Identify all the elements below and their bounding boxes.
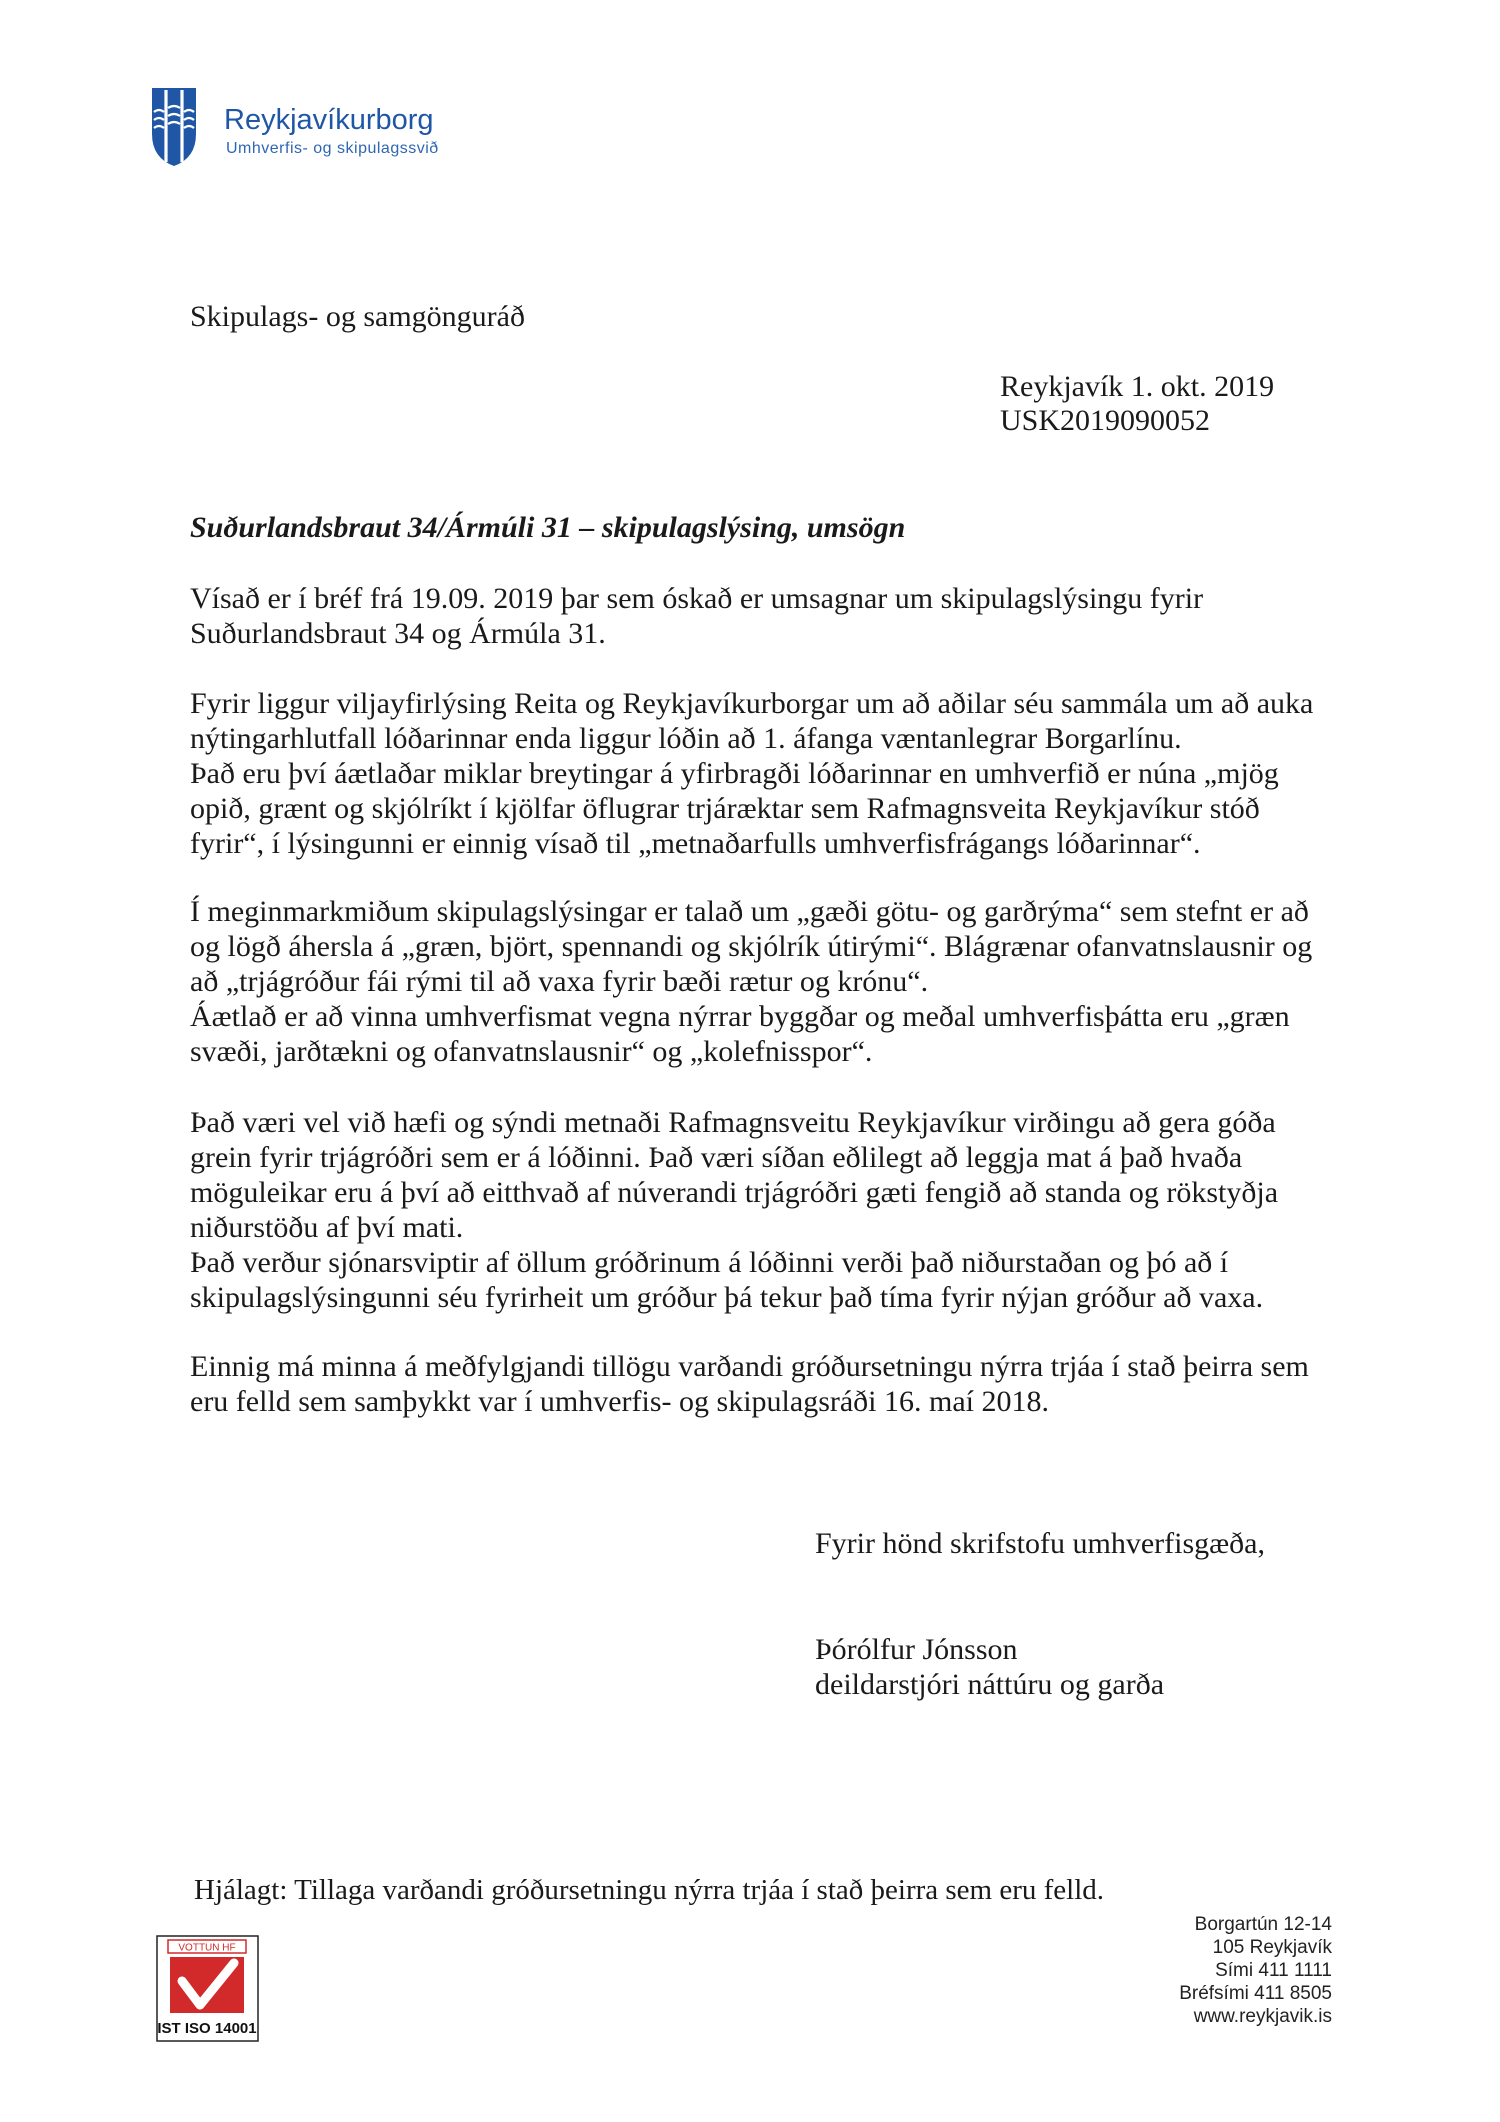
body-paragraph-2	[190, 686, 1313, 861]
paragraph-line: fyrir“, í lýsingunni er einnig vísað til „metnaðarfulls umhverfisfrágangs lóðarinnar“.	[190, 827, 1201, 860]
body-paragraph-1	[190, 581, 1203, 651]
paragraph-line: Suðurlandsbraut 34 og Ármúla 31.	[190, 617, 606, 650]
paragraph-line: nýtingarhlutfall lóðarinnar enda liggur lóðin að 1. áfanga væntanlegrar Borgarlínu.	[190, 722, 1182, 755]
badge-top-label: VOTTUN HF	[178, 1942, 236, 1954]
body-paragraph-4	[190, 1105, 1278, 1315]
address-phone: Sími 411 1111	[1215, 1960, 1332, 1981]
paragraph-line: Einnig má minna á meðfylgjandi tillögu varðandi gróðursetningu nýrra trjáa í stað þeirra sem	[190, 1350, 1309, 1383]
paragraph-line: Fyrir liggur viljayfirlýsing Reita og Reykjavíkurborgar um að aðilar séu sammála um að auka	[190, 687, 1314, 720]
date-line: Reykjavík 1. okt. 2019	[1000, 370, 1275, 403]
paragraph-line: Það eru því áætlaðar miklar breytingar á yfirbragði lóðarinnar en umhverfið er núna „mjög	[190, 757, 1279, 790]
recipient: Skipulags- og samgönguráð	[190, 300, 525, 333]
paragraph-line: svæði, jarðtækni og ofanvatnslausnir“ og „kolefnisspor“.	[190, 1035, 873, 1068]
paragraph-line: grein fyrir trjágróðri sem er á lóðinni. Það væri síðan eðlilegt að leggja mat á það hvaða	[190, 1141, 1243, 1174]
paragraph-line: Áætlað er að vinna umhverfismat vegna nýrrar byggðar og meðal umhverfisþátta eru „græn	[190, 1000, 1290, 1033]
closing-line: Fyrir hönd skrifstofu umhverfisgæða,	[815, 1527, 1265, 1560]
department-name: Umhverfis- og skipulagssvið	[226, 140, 439, 157]
signer-title: deildarstjóri náttúru og garða	[815, 1668, 1165, 1701]
paragraph-line: möguleikar eru á því að eitthvað af núverandi trjágróðri gæti fengið að standa og rökstyðja	[190, 1176, 1279, 1209]
organization-name: Reykjavíkurborg	[224, 104, 434, 136]
subject-heading: Suðurlandsbraut 34/Ármúli 31 – skipulagslýsing, umsögn	[190, 511, 906, 544]
paragraph-line: eru felld sem samþykkt var í umhverfis- og skipulagsráði 16. maí 2018.	[190, 1385, 1049, 1418]
address-block	[1179, 1913, 1332, 2028]
body-paragraph-3	[190, 894, 1312, 1069]
paragraph-line: Vísað er í bréf frá 19.09. 2019 þar sem óskað er umsagnar um skipulagslýsingu fyrir	[190, 582, 1204, 615]
paragraph-line: Í meginmarkmiðum skipulagslýsingar er talað um „gæði götu- og garðrýma“ sem stefnt er að	[190, 895, 1309, 928]
badge-bottom-label: IST ISO 14001	[157, 2020, 257, 2037]
iso-14001-certification-badge	[156, 1935, 259, 2042]
paragraph-line: Það væri vel við hæfi og sýndi metnaði Rafmagnsveitu Reykjavíkur virðingu að gera góða	[190, 1106, 1276, 1139]
paragraph-line: skipulagslýsingunni séu fyrirheit um gróður þá tekur það tíma fyrir nýjan gróður að vaxa.	[190, 1281, 1264, 1314]
address-website: www.reykjavik.is	[1193, 2006, 1332, 2027]
address-fax: Bréfsími 411 8505	[1179, 1983, 1332, 2004]
paragraph-line: niðurstöðu af því mati.	[190, 1211, 464, 1244]
reference-number: USK2019090052	[1000, 404, 1211, 437]
address-city: 105 Reykjavík	[1212, 1937, 1332, 1958]
attachment-note: Hjálagt: Tillaga varðandi gróðursetningu nýrra trjáa í stað þeirra sem eru felld.	[194, 1874, 1105, 1906]
body-paragraph-5	[190, 1349, 1309, 1419]
address-street: Borgartún 12-14	[1194, 1914, 1332, 1935]
paragraph-line: Það verður sjónarsviptir af öllum gróðrinum á lóðinni verði það niðurstaðan og þó að í	[190, 1246, 1229, 1279]
paragraph-line: opið, grænt og skjólríkt í kjölfar öflugrar trjáræktar sem Rafmagnsveita Reykjavíkur stóð	[190, 792, 1260, 825]
paragraph-line: og lögð áhersla á „græn, björt, spennandi og skjólrík útirými“. Blágrænar ofanvatnslausnir og	[190, 930, 1313, 963]
paragraph-line: að „trjágróður fái rými til að vaxa fyrir bæði rætur og krónu“.	[190, 965, 929, 998]
signer-name: Þórólfur Jónsson	[815, 1633, 1018, 1666]
reykjavik-crest-logo	[150, 86, 198, 168]
